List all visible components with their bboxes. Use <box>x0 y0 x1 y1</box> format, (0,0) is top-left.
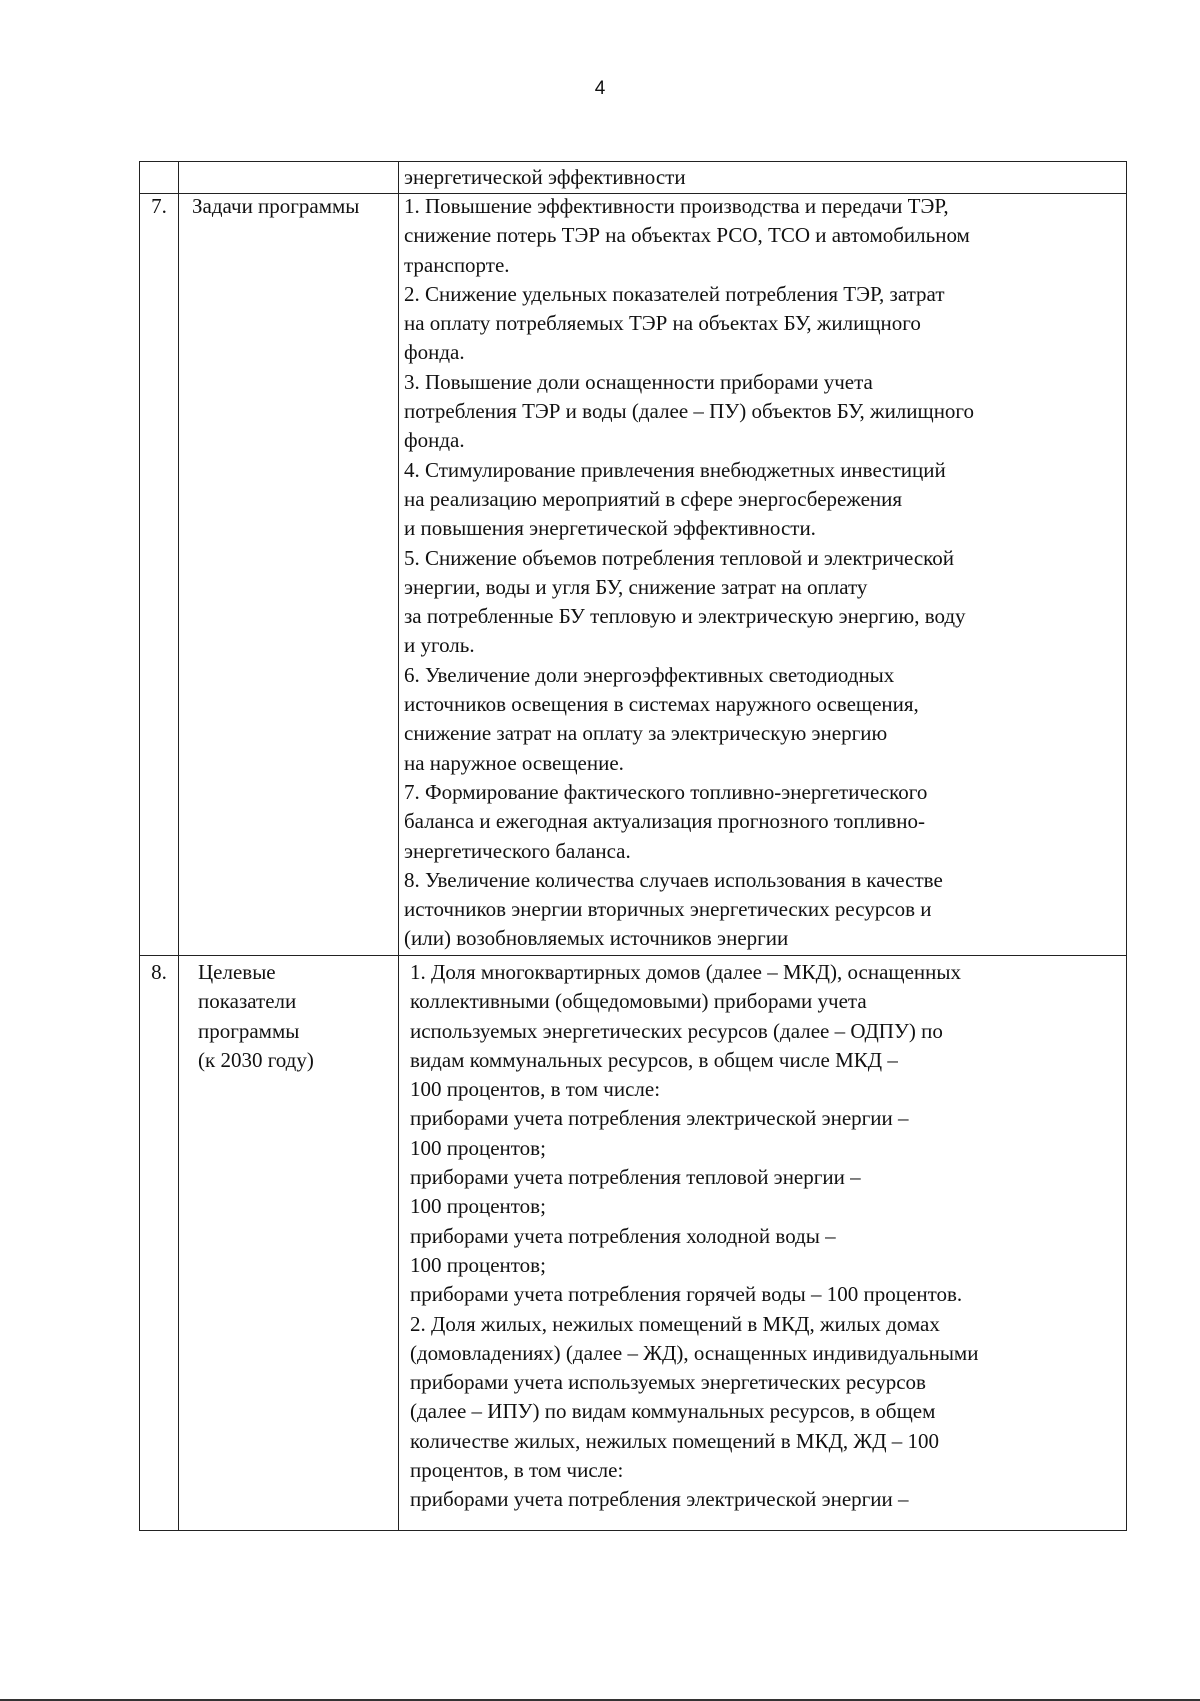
page-number: 4 <box>594 78 606 99</box>
content-line: фонда. <box>404 340 465 365</box>
content-line: приборами учета потребления горячей воды – 100 процентов. <box>410 1282 963 1307</box>
content-line: (далее – ИПУ) по видам коммунальных ресурсов, в общем <box>410 1399 936 1424</box>
column-divider-number <box>178 162 179 1530</box>
content-line: источников освещения в системах наружного освещения, <box>404 692 919 717</box>
content-line: на оплату потребляемых ТЭР на объектах БУ, жилищного <box>404 311 921 336</box>
content-line: 5. Снижение объемов потребления тепловой и электрической <box>404 545 955 570</box>
content-line: 7. Формирование фактического топливно-энергетического <box>404 779 928 804</box>
row-continuation-content <box>404 163 686 192</box>
content-line: на реализацию мероприятий в сфере энергосбережения <box>404 486 903 511</box>
content-line: 100 процентов; <box>410 1252 546 1277</box>
passport-table <box>139 161 1127 1531</box>
content-line: энергетического баланса. <box>404 838 631 863</box>
row-8-label <box>198 958 314 1075</box>
content-line: приборами учета потребления электрической энергии – <box>410 1106 909 1131</box>
row-divider-8 <box>140 955 1126 956</box>
content-line: 100 процентов, в том числе: <box>410 1077 661 1102</box>
label-line: программы <box>198 1018 300 1043</box>
content-line: (домовладениях) (далее – ЖД), оснащенных индивидуальными <box>410 1340 979 1365</box>
content-line: видам коммунальных ресурсов, в общем числе МКД – <box>410 1047 898 1072</box>
content-line: 1. Доля многоквартирных домов (далее – МКД), оснащенных <box>410 960 961 984</box>
content-line: снижение потерь ТЭР на объектах РСО, ТСО и автомобильном <box>404 223 970 248</box>
content-line: и повышения энергетической эффективности. <box>404 516 816 541</box>
content-line: процентов, в том числе: <box>410 1458 624 1483</box>
content-line: 2. Снижение удельных показателей потребления ТЭР, затрат <box>404 281 945 306</box>
content-line: приборами учета потребления холодной воды – <box>410 1223 836 1248</box>
content-line: за потребленные БУ тепловую и электрическую энергию, воду <box>404 604 966 629</box>
label-line: (к 2030 году) <box>198 1047 314 1072</box>
content-line: энергии, воды и угля БУ, снижение затрат на оплату <box>404 574 868 599</box>
row-7-number: 7. <box>151 194 167 218</box>
content-line: 1. Повышение эффективности производства и передачи ТЭР, <box>404 194 949 218</box>
content-line: снижение затрат на оплату за электрическую энергию <box>404 721 888 746</box>
label-line: показатели <box>198 989 297 1014</box>
content-line: количестве жилых, нежилых помещений в МКД, ЖД – 100 <box>410 1428 940 1453</box>
content-line: и уголь. <box>404 633 475 658</box>
row-8-number: 8. <box>151 960 167 984</box>
content-line: 6. Увеличение доли энергоэффективных светодиодных <box>404 662 895 687</box>
content-line: 100 процентов; <box>410 1194 546 1219</box>
content-line: коллективными (общедомовыми) приборами учета <box>410 989 867 1014</box>
content-line: 3. Повышение доли оснащенности приборами учета <box>404 369 873 394</box>
content-line: 8. Увеличение количества случаев использования в качестве <box>404 867 943 892</box>
label-line: Целевые <box>198 960 276 984</box>
row-7-content <box>404 192 974 954</box>
row-7-label <box>192 192 359 221</box>
content-line: баланса и ежегодная актуализация прогнозного топливно- <box>404 809 925 834</box>
content-line: энергетической эффективности <box>404 165 686 189</box>
content-line: источников энергии вторичных энергетических ресурсов и <box>404 897 932 922</box>
content-line: на наружное освещение. <box>404 750 624 775</box>
column-divider-label <box>398 162 399 1530</box>
content-line: 4. Стимулирование привлечения внебюджетных инвестиций <box>404 457 946 482</box>
row-8-content <box>410 958 978 1515</box>
content-line: потребления ТЭР и воды (далее – ПУ) объектов БУ, жилищного <box>404 399 975 424</box>
content-line: приборами учета потребления электрической энергии – <box>410 1487 909 1512</box>
content-line: 2. Доля жилых, нежилых помещений в МКД, жилых домах <box>410 1311 940 1336</box>
content-line: используемых энергетических ресурсов (далее – ОДПУ) по <box>410 1018 943 1043</box>
content-line: приборами учета используемых энергетических ресурсов <box>410 1370 926 1395</box>
content-line: приборами учета потребления тепловой энергии – <box>410 1165 861 1190</box>
content-line: транспорте. <box>404 252 510 277</box>
content-line: 100 процентов; <box>410 1135 546 1160</box>
content-line: (или) возобновляемых источников энергии <box>404 926 789 951</box>
content-line: фонда. <box>404 428 465 453</box>
label-line: Задачи программы <box>192 194 360 218</box>
